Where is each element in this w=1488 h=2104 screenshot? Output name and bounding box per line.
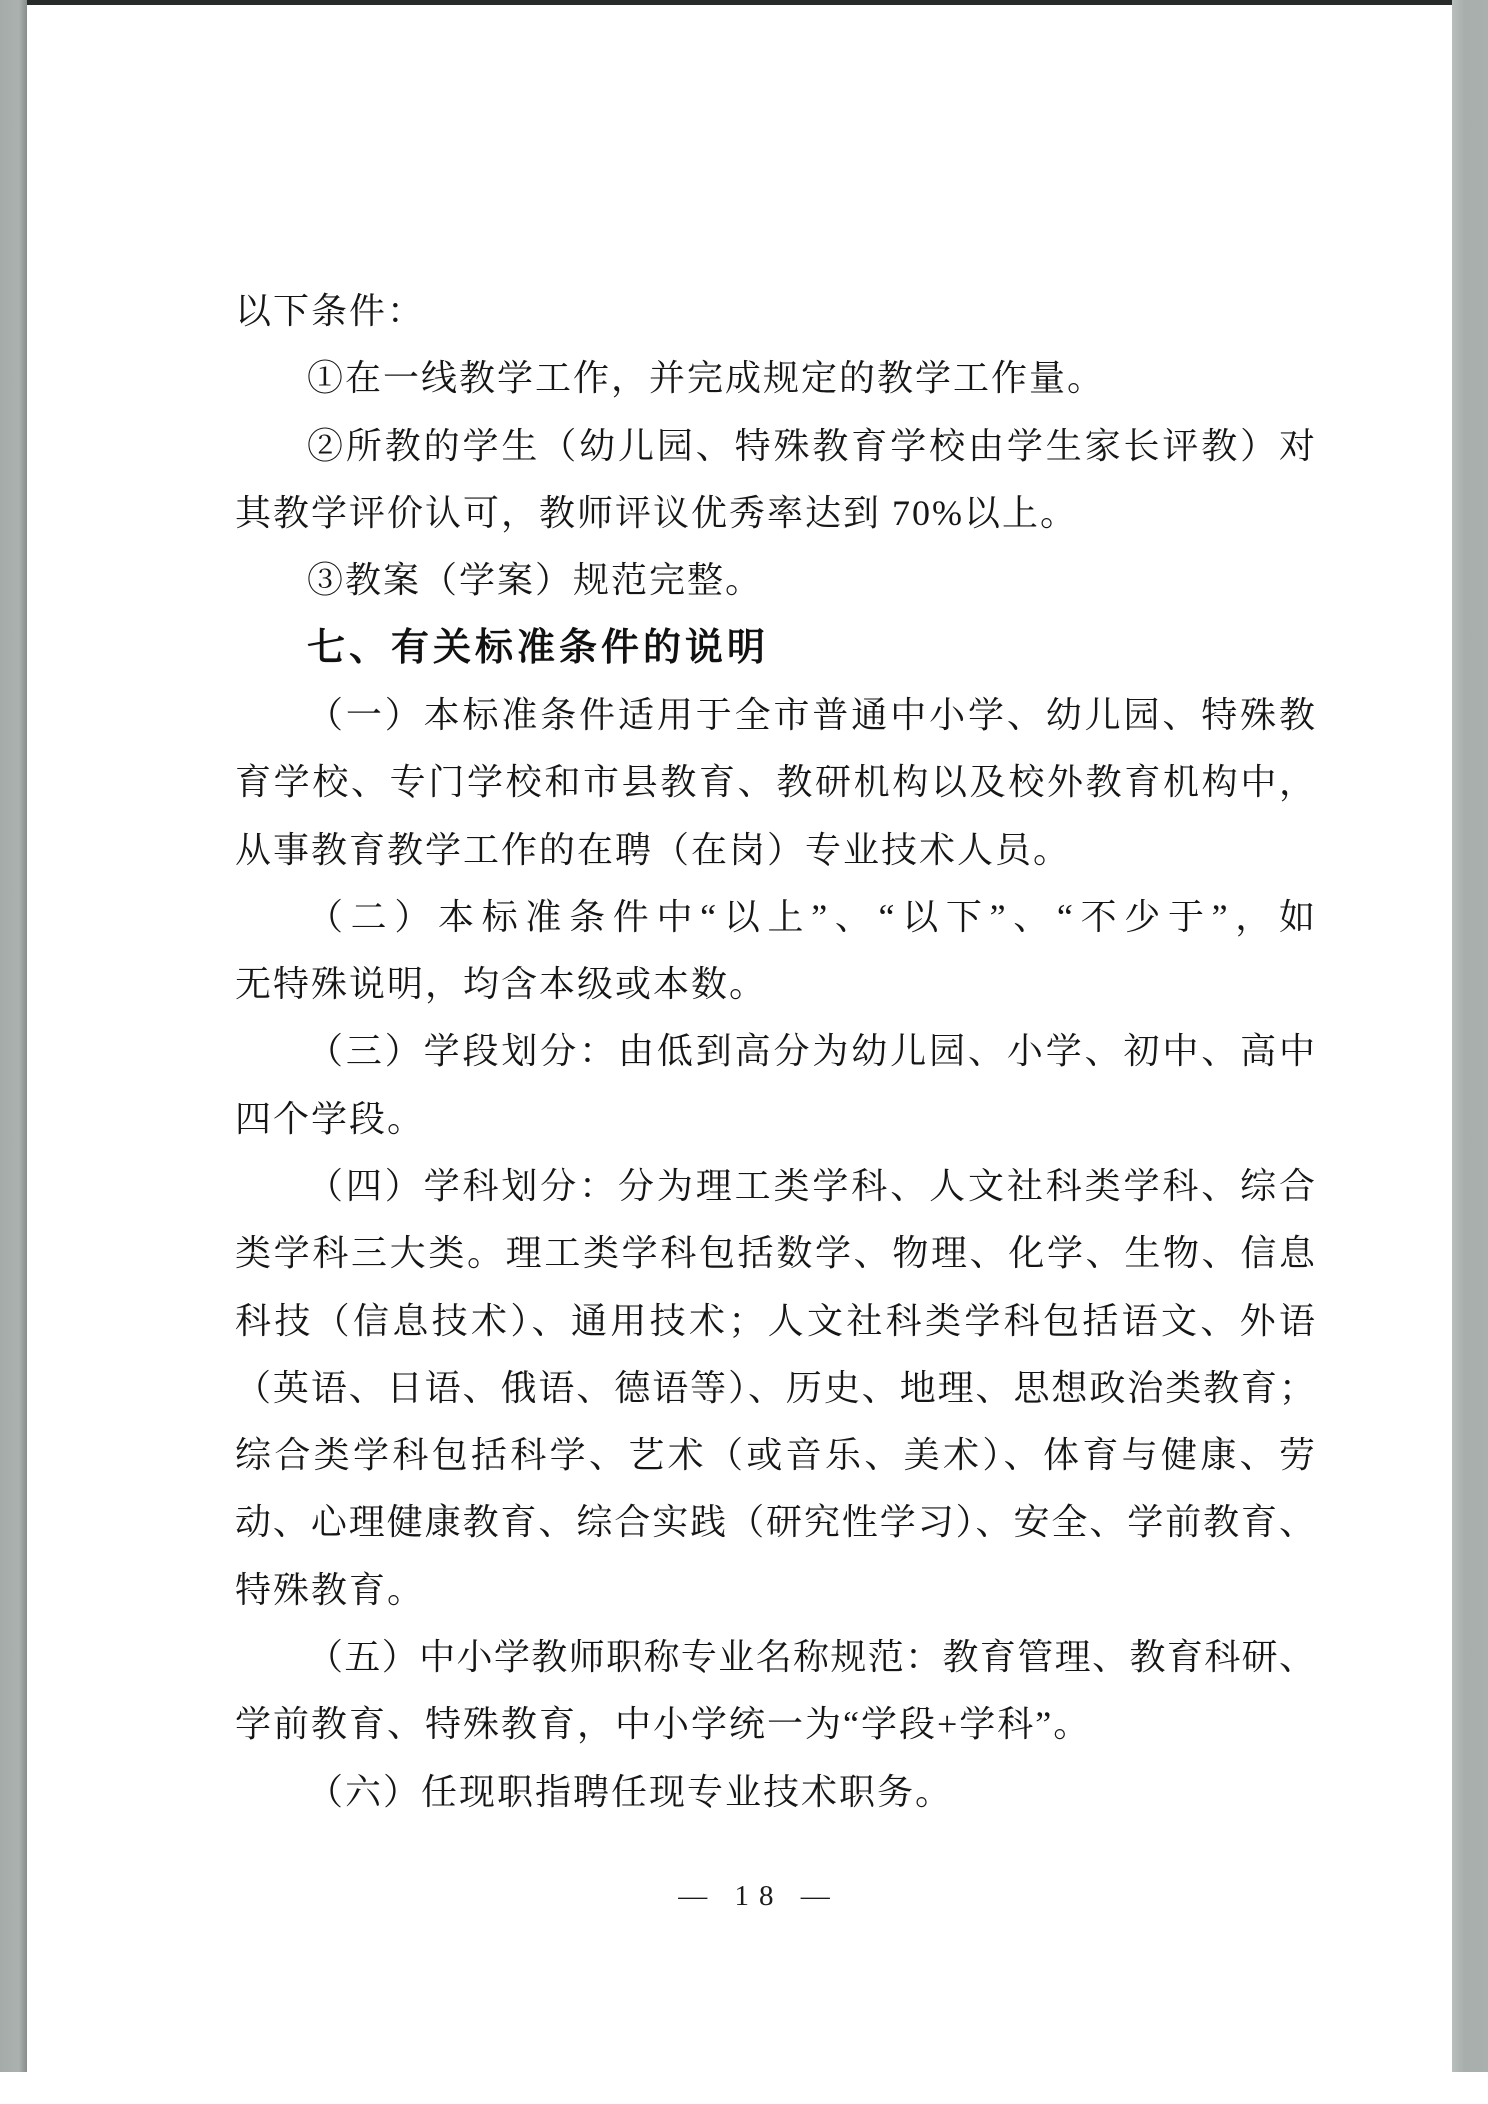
- text-line: （六）任现职指聘任现专业技术职务。: [307, 1772, 954, 1812]
- text-line: 育学校、专门学校和市县教育、教研机构以及校外教育机构中，: [235, 762, 1315, 802]
- text-line: 学前教育、特殊教育，中小学统一为“学段+学科”。: [235, 1704, 1092, 1744]
- text-line: （五）中小学教师职称专业名称规范：教育管理、教育科研、: [307, 1637, 1315, 1677]
- scan-edge-left: [0, 0, 27, 2072]
- text-line: 四个学段。: [235, 1099, 426, 1139]
- text-line: 动、心理健康教育、综合实践（研究性学习）、安全、学前教育、: [235, 1502, 1315, 1542]
- page-number: — 18 —: [678, 1880, 840, 1912]
- text-line: 无特殊说明，均含本级或本数。: [235, 964, 768, 1004]
- section-heading: 七、有关标准条件的说明: [307, 627, 770, 669]
- scan-edge-right: [1452, 0, 1488, 2072]
- text-line: （二）本标准条件中“以上”、“以下”、“不少于”，如: [307, 897, 1315, 937]
- text-line: （四）学科划分：分为理工类学科、人文社科类学科、综合: [307, 1166, 1315, 1206]
- text-line: 以下条件：: [235, 291, 426, 331]
- text-line: 综合类学科包括科学、艺术（或音乐、美术）、体育与健康、劳: [235, 1435, 1315, 1475]
- text-line: 特殊教育。: [235, 1570, 426, 1610]
- text-line: 科技（信息技术）、通用技术；人文社科类学科包括语文、外语: [235, 1301, 1315, 1341]
- text-line: （三）学段划分：由低到高分为幼儿园、小学、初中、高中: [307, 1031, 1315, 1071]
- text-line: 类学科三大类。理工类学科包括数学、物理、化学、生物、信息: [235, 1233, 1315, 1273]
- text-line: ③教案（学案）规范完整。: [307, 560, 764, 600]
- text-line: 其教学评价认可，教师评议优秀率达到 70%以上。: [235, 493, 1078, 533]
- document-body: [235, 0, 1315, 2104]
- text-line: （一）本标准条件适用于全市普通中小学、幼儿园、特殊教: [307, 695, 1315, 735]
- text-line: ②所教的学生（幼儿园、特殊教育学校由学生家长评教）对: [307, 426, 1315, 466]
- text-line: ①在一线教学工作，并完成规定的教学工作量。: [307, 358, 1106, 398]
- text-line: （英语、日语、俄语、德语等）、历史、地理、思想政治类教育；: [235, 1368, 1315, 1408]
- text-line: 从事教育教学工作的在聘（在岗）专业技术人员。: [235, 830, 1072, 870]
